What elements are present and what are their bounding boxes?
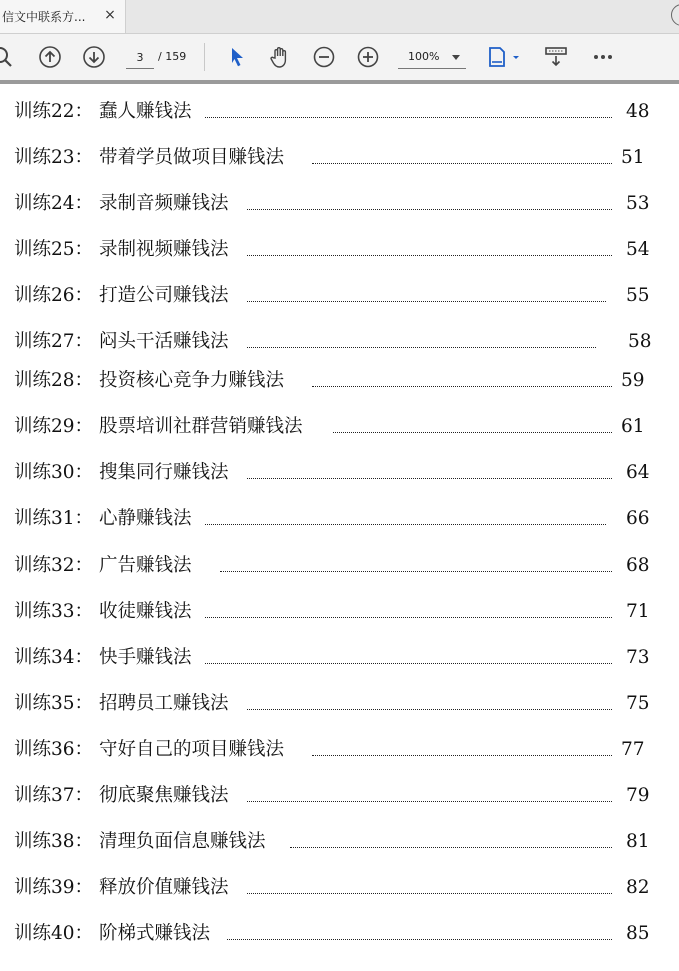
toc-entry-label: 训练26： bbox=[14, 285, 94, 306]
toc-entry-page: 73 bbox=[626, 647, 650, 668]
toc-entry-label: 训练22： bbox=[14, 101, 94, 122]
toc-leader-dots bbox=[247, 209, 612, 210]
toc-entry[interactable] bbox=[14, 144, 664, 172]
toc-entry-label: 训练29： bbox=[14, 416, 94, 437]
zoom-out-icon[interactable] bbox=[312, 45, 336, 69]
toc-leader-dots bbox=[247, 801, 612, 802]
toc-entry-label: 训练31： bbox=[14, 508, 94, 529]
toc-entry[interactable] bbox=[14, 282, 664, 310]
toc-entry-title: 录制音频赚钱法 bbox=[99, 193, 229, 214]
toc-entry-title: 打造公司赚钱法 bbox=[99, 285, 229, 306]
toc-entry-label: 训练36： bbox=[14, 739, 94, 760]
toc-entry-page: 66 bbox=[626, 508, 650, 529]
zoom-search-icon[interactable] bbox=[0, 45, 16, 69]
toc-entry[interactable] bbox=[14, 552, 664, 580]
toc-entry-label: 训练37： bbox=[14, 785, 94, 806]
toc-entry[interactable] bbox=[14, 874, 664, 902]
toc-entry-page: 54 bbox=[626, 239, 650, 260]
select-cursor-icon[interactable] bbox=[225, 45, 249, 69]
toc-entry-title: 广告赚钱法 bbox=[99, 555, 192, 576]
page-down-icon[interactable] bbox=[82, 45, 106, 69]
toc-leader-dots bbox=[247, 347, 596, 348]
toc-entry-page: 68 bbox=[626, 555, 650, 576]
toc-leader-dots bbox=[333, 432, 612, 433]
toc-entry[interactable] bbox=[14, 782, 664, 810]
toc-entry-page: 71 bbox=[626, 601, 650, 622]
toc-leader-dots bbox=[290, 847, 612, 848]
toc-entry-label: 训练25： bbox=[14, 239, 94, 260]
toc-entry-page: 81 bbox=[626, 831, 650, 852]
toc-entry[interactable] bbox=[14, 459, 664, 487]
help-icon[interactable] bbox=[671, 4, 679, 26]
page-total: / 159 bbox=[158, 50, 187, 63]
toc-entry-label: 训练30： bbox=[14, 462, 94, 483]
toc-entry-title: 阶梯式赚钱法 bbox=[99, 923, 211, 944]
toc-entry-title: 释放价值赚钱法 bbox=[99, 877, 229, 898]
toc-entry-label: 训练35： bbox=[14, 693, 94, 714]
toc-entry-label: 训练23： bbox=[14, 147, 94, 168]
toc-entry-page: 59 bbox=[621, 370, 645, 391]
toc-entry-title: 彻底聚焦赚钱法 bbox=[99, 785, 229, 806]
toc-entry-title: 蠢人赚钱法 bbox=[99, 101, 192, 122]
zoom-in-icon[interactable] bbox=[356, 45, 380, 69]
page-up-icon[interactable] bbox=[38, 45, 62, 69]
toc-leader-dots bbox=[205, 663, 612, 664]
toc-entry-label: 训练28： bbox=[14, 370, 94, 391]
document-tab[interactable] bbox=[0, 0, 126, 33]
zoom-value: 100% bbox=[408, 50, 440, 63]
toc-leader-dots bbox=[247, 301, 606, 302]
toc-entry[interactable] bbox=[14, 644, 664, 672]
toc-entry-title: 招聘员工赚钱法 bbox=[99, 693, 229, 714]
toc-entry[interactable] bbox=[14, 920, 664, 948]
toc-entry-title: 股票培训社群营销赚钱法 bbox=[99, 416, 303, 437]
toc-entry-label: 训练39： bbox=[14, 877, 94, 898]
toc-entry[interactable] bbox=[14, 367, 664, 395]
toc-leader-dots bbox=[312, 755, 612, 756]
scroll-mode-icon[interactable] bbox=[544, 45, 568, 69]
toc-leader-dots bbox=[205, 524, 606, 525]
toc-entry[interactable] bbox=[14, 828, 664, 856]
toc-leader-dots bbox=[312, 163, 612, 164]
toc-entry-title: 心静赚钱法 bbox=[99, 508, 192, 529]
toc-entry[interactable] bbox=[14, 236, 664, 264]
toc-entry-label: 训练32： bbox=[14, 555, 94, 576]
toc-entry[interactable] bbox=[14, 190, 664, 218]
toc-entry-label: 训练38： bbox=[14, 831, 94, 852]
page-number-input[interactable] bbox=[126, 46, 154, 69]
toc-entry-page: 82 bbox=[626, 877, 650, 898]
toc-entry[interactable] bbox=[14, 413, 664, 441]
toc-leader-dots bbox=[247, 478, 612, 479]
toolbar bbox=[0, 34, 679, 80]
toc-entry-title: 快手赚钱法 bbox=[99, 647, 192, 668]
close-tab-icon[interactable]: × bbox=[104, 7, 116, 23]
toc-leader-dots bbox=[220, 571, 612, 572]
toolbar-divider bbox=[204, 43, 205, 71]
document-tab-title[interactable]: 信文中联系方... bbox=[2, 10, 86, 24]
more-icon[interactable] bbox=[591, 45, 615, 69]
toc-entry-title: 搜集同行赚钱法 bbox=[99, 462, 229, 483]
toc-entry-page: 61 bbox=[621, 416, 645, 437]
toc-entry-title: 收徒赚钱法 bbox=[99, 601, 192, 622]
toc-leader-dots bbox=[312, 386, 612, 387]
fit-page-icon[interactable] bbox=[487, 45, 523, 69]
tab-bar bbox=[0, 0, 679, 34]
toc-entry-page: 77 bbox=[621, 739, 645, 760]
toc-entry[interactable] bbox=[14, 505, 664, 533]
toc-entry-page: 55 bbox=[626, 285, 650, 306]
hand-tool-icon[interactable] bbox=[268, 45, 292, 69]
toc-entry-page: 53 bbox=[626, 193, 650, 214]
toc-entry[interactable] bbox=[14, 328, 664, 356]
toc-entry-title: 清理负面信息赚钱法 bbox=[99, 831, 266, 852]
toc-entry[interactable] bbox=[14, 598, 664, 626]
toc-leader-dots bbox=[227, 939, 612, 940]
toc-entry-page: 64 bbox=[626, 462, 650, 483]
toc-entry-label: 训练27： bbox=[14, 331, 94, 352]
toc-entry[interactable] bbox=[14, 736, 664, 764]
toc-entry-title: 守好自己的项目赚钱法 bbox=[99, 739, 285, 760]
toc-entry-page: 75 bbox=[626, 693, 650, 714]
toc-entry-title: 闷头干活赚钱法 bbox=[99, 331, 229, 352]
chevron-down-icon bbox=[452, 55, 460, 60]
toc-entry-page: 48 bbox=[626, 101, 650, 122]
toc-leader-dots bbox=[247, 893, 612, 894]
document-page bbox=[0, 84, 679, 971]
toc-leader-dots bbox=[247, 709, 612, 710]
toc-entry-page: 85 bbox=[626, 923, 650, 944]
toc-leader-dots bbox=[247, 255, 612, 256]
toc-entry-label: 训练24： bbox=[14, 193, 94, 214]
toc-entry[interactable] bbox=[14, 690, 664, 718]
toc-entry-page: 51 bbox=[621, 147, 645, 168]
toc-entry-title: 投资核心竞争力赚钱法 bbox=[99, 370, 285, 391]
toc-leader-dots bbox=[205, 117, 612, 118]
toc-leader-dots bbox=[205, 617, 612, 618]
toc-entry-title: 录制视频赚钱法 bbox=[99, 239, 229, 260]
toc-entry-label: 训练34： bbox=[14, 647, 94, 668]
toc-entry-page: 58 bbox=[628, 331, 652, 352]
toc-entry[interactable] bbox=[14, 98, 664, 126]
toc-entry-title: 带着学员做项目赚钱法 bbox=[99, 147, 285, 168]
zoom-select[interactable] bbox=[398, 46, 466, 69]
toc-entry-label: 训练40： bbox=[14, 923, 94, 944]
toc-entry-label: 训练33： bbox=[14, 601, 94, 622]
toc-entry-page: 79 bbox=[626, 785, 650, 806]
